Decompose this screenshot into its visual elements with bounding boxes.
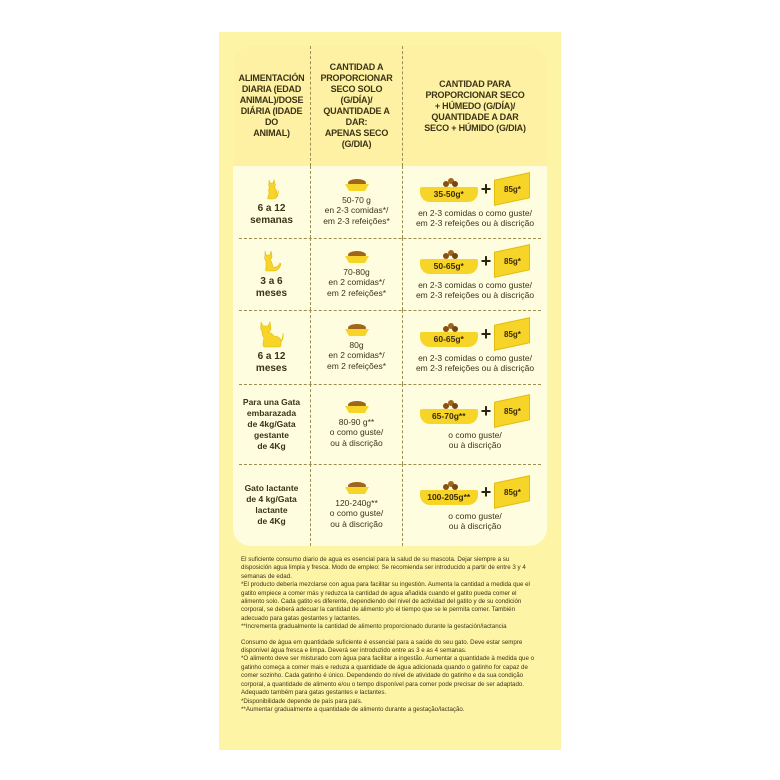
table-row: [233, 238, 547, 310]
dry-only-amount: 50-70 g en 2-3 comidas*/ em 2-3 refeições*: [323, 194, 390, 226]
dry-food-bowl: 65-70g**: [420, 398, 478, 424]
age-label: Para una Gata embarazada de 4kg/Gata gestante de 4Kg: [242, 396, 301, 451]
table-row: [233, 310, 547, 384]
food-bowl-icon: [343, 481, 371, 495]
adult-cat-icon: [259, 320, 285, 348]
dry-only-amount: 70-80g en 2 comidas*/ em 2 refeições*: [326, 266, 387, 298]
dry-only-amount: 120-240g** o como guste/ ou à discrição: [329, 497, 384, 529]
header-dry-wet: CANTIDAD PARA PROPORCIONAR SECO + HÚMEDO (G/DÍA)/ QUANTIDADE A DAR SECO + HÚMIDO (G/DIA): [424, 78, 526, 133]
kitten-icon: [265, 178, 279, 200]
note-pt-2: *O alimento deve ser misturado com água para facilitar a ingestão. Aumentar a quantidade à medida que o gatinho começa a comer mais e reduza a quantidade de água adicionada quando o gatinho for capaz de comer sozinho. Cada gatinho é único. Dependendo do nível de atividade do gatinho e da sua condição corporal, a quantidade de alimento e/ou o tempo disponível para comer pode precisar de ser adaptado. Adequado também para gatas gestantes e lactantes.: [241, 655, 535, 697]
plus-icon: +: [480, 250, 492, 271]
young-cat-icon: [262, 249, 282, 273]
note-es-2: *El producto debería mezclarse con agua para facilitar su ingestión. Aumenta la cantidad a medida que el gatito empiece a comer más y reduzca la cantidad de agua añadida cuando el gatito pueda comer el alimento solo. Cada gatito es diferente, dependiendo del nivel de actividad del gatito y de su condición corporal, se deberá adecuar la cantidad de alimento y/o el tiempo que se le permita comer. También adecuado para gatas gestantes y lactantes.: [241, 581, 530, 622]
header-age: ALIMENTACIÓN DIARIA (EDAD ANIMAL)/DOSE DIÁRIA (IDADE DO ANIMAL): [233, 46, 311, 166]
dry-food-bowl: 35-50g*: [420, 176, 478, 202]
wet-food-pouch: 85g*: [494, 172, 530, 206]
header-dry-only: CANTIDAD A PROPORCIONAR SECO SOLO (G/DÍA)/ QUANTIDADE A DAR: APENAS SECO (G/DIA): [311, 46, 403, 166]
dry-wet-combo: [420, 176, 531, 202]
kibble-icon: [442, 176, 458, 188]
kibble-icon: [442, 479, 458, 491]
feeding-table: [233, 46, 547, 546]
kibble-icon: [442, 321, 458, 333]
wet-food-pouch: 85g*: [494, 317, 530, 351]
dry-only-amount: 80g en 2 comidas*/ em 2 refeições*: [326, 339, 387, 371]
note-pt-1: Consumo de água em quantidade suficiente é essencial para a saúde do seu gato. Deve estar sempre disponível água fresca e limpa. Deverá ser introduzido entre as 3 e as 4 semanas.: [241, 638, 523, 655]
table-row: [233, 464, 547, 546]
dry-wet-combo: [420, 398, 531, 424]
dry-wet-text: o como guste/ ou à discrição: [448, 429, 502, 450]
age-label: 6 a 12 meses: [255, 350, 288, 374]
dry-food-bowl: 50-65g*: [420, 248, 478, 274]
table-header: [233, 46, 547, 166]
age-label: 3 a 6 meses: [255, 275, 288, 299]
plus-icon: +: [480, 400, 492, 421]
dry-food-bowl: 60-65g*: [420, 321, 478, 347]
age-label: 6 a 12 semanas: [250, 202, 293, 226]
kibble-icon: [442, 398, 458, 410]
note-pt-4: **Aumentar gradualmente a quantidade de alimento durante a gestação/lactação.: [241, 705, 465, 713]
dry-wet-combo: [420, 321, 531, 347]
note-es-1: El suficiente consumo diario de agua es esencial para la salud de su mascota. Dejar siempre a su disposición agua limpia y fresca. Modo de empleo: Se recomienda ser introducido a partir de entre 3 y 4 semanas de edad.: [241, 556, 526, 580]
feeding-notes: [241, 556, 541, 714]
notes-gap: [241, 632, 541, 639]
dry-wet-text: en 2-3 comidas o como guste/ em 2-3 refeições ou à discrição: [415, 207, 535, 228]
table-row: [233, 166, 547, 238]
wet-food-pouch: 85g*: [494, 244, 530, 278]
table-row: [233, 384, 547, 464]
feeding-guide-panel: [219, 32, 561, 750]
dry-wet-text: o como guste/ ou à discrição: [448, 510, 502, 531]
dry-food-bowl: 100-205g**: [420, 479, 478, 505]
plus-icon: +: [480, 323, 492, 344]
dry-only-amount: 80-90 g** o como guste/ ou à discrição: [329, 416, 384, 448]
note-pt-3: *Disponibilidade depende de país para país.: [241, 697, 363, 705]
wet-food-pouch: 85g*: [494, 394, 530, 428]
plus-icon: +: [480, 178, 492, 199]
wet-food-pouch: 85g*: [494, 475, 530, 509]
note-es-3: **Incrementa gradualmente la cantidad de alimento proporcionado durante la gestación/lactancia: [241, 623, 507, 631]
dry-wet-text: en 2-3 comidas o como guste/ em 2-3 refeições ou à discrição: [415, 352, 535, 373]
dry-wet-text: en 2-3 comidas o como guste/ em 2-3 refeições ou à discrição: [415, 279, 535, 300]
plus-icon: +: [480, 481, 492, 502]
food-bowl-icon: [343, 178, 371, 192]
food-bowl-icon: [343, 400, 371, 414]
age-label: Gato lactante de 4 kg/Gata lactante de 4Kg: [244, 483, 299, 526]
kibble-icon: [442, 248, 458, 260]
food-bowl-icon: [343, 250, 371, 264]
dry-wet-combo: [420, 248, 531, 274]
dry-wet-combo: [420, 479, 531, 505]
food-bowl-icon: [343, 323, 371, 337]
